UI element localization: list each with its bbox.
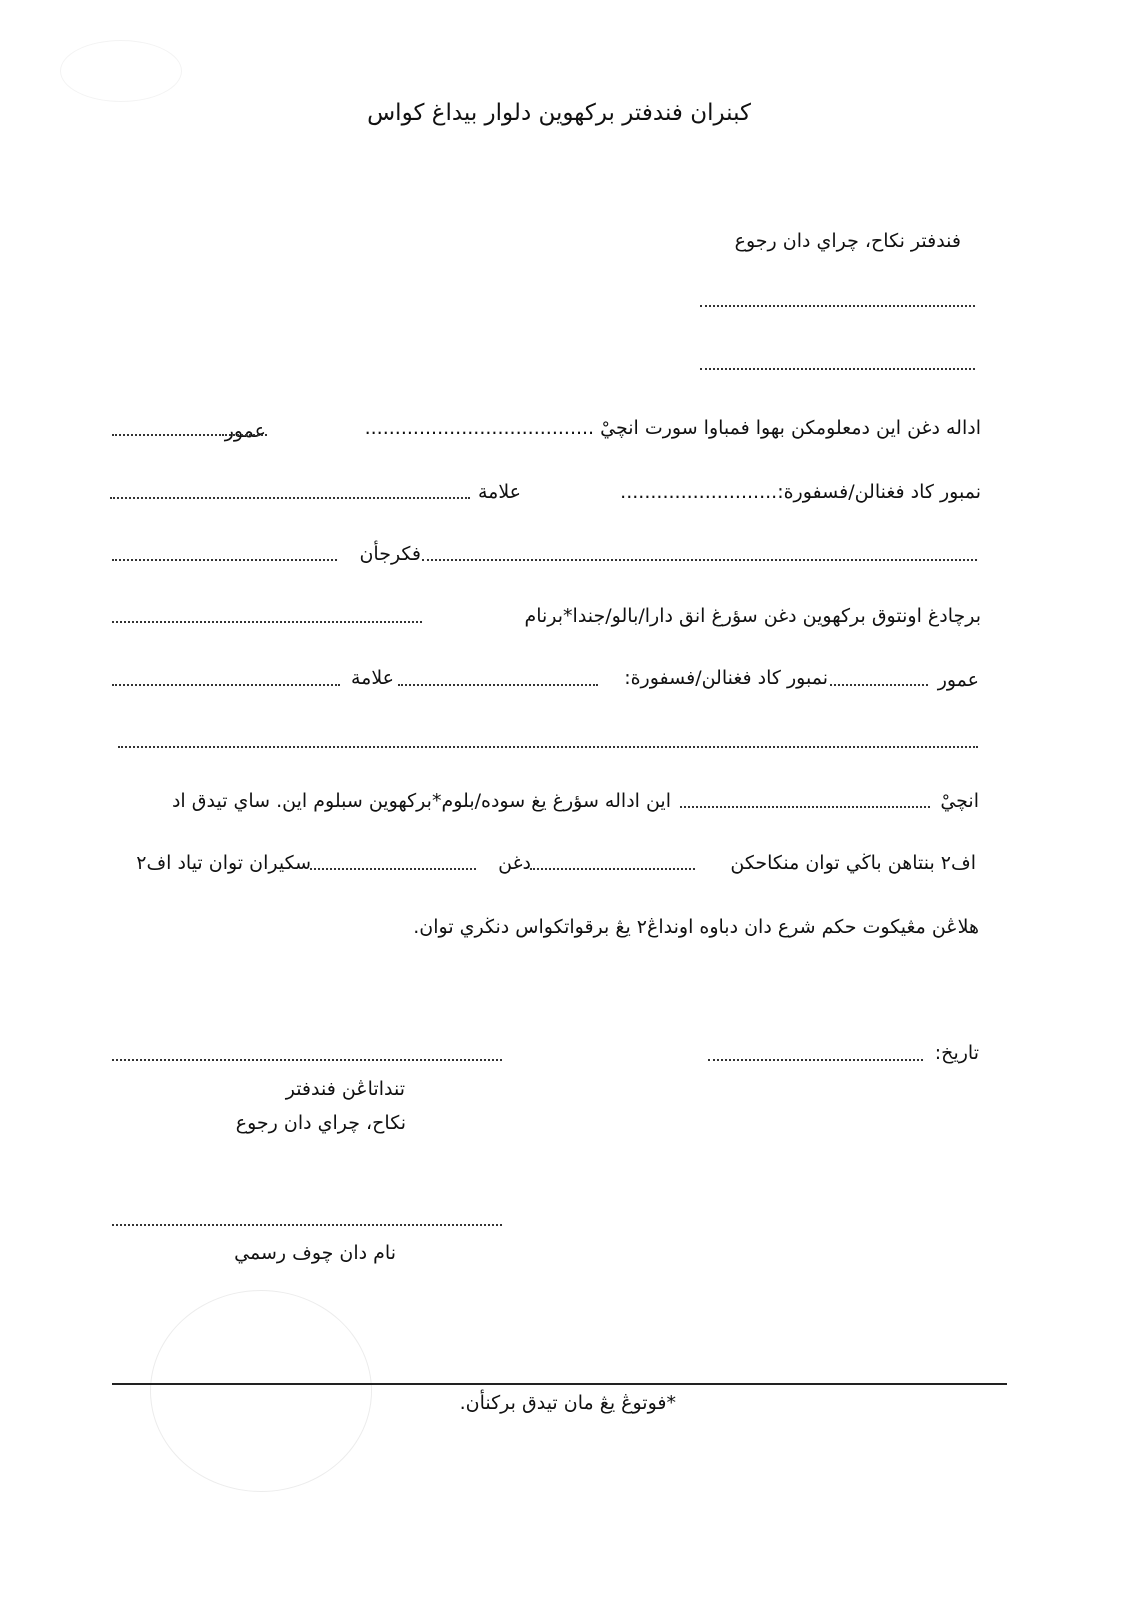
- line5-address-field[interactable]: [112, 684, 340, 686]
- form-title: كبنران فندفتر بركهوين دلوار بيداغ كواس: [367, 100, 751, 126]
- line1-age-label: عمور: [224, 420, 266, 442]
- line5-age-field[interactable]: [830, 684, 928, 686]
- line2-address-label: علامة: [477, 481, 521, 503]
- line1-text: اداله دغن اين دمعلومكن بهوا فمباوا سورت انچيْ ......................................: [364, 417, 981, 439]
- line5-id-label: نمبور كاد فغنالن/فسفورة:: [624, 667, 828, 689]
- line4-marriage-text: برچادغ اونتوق بركهوين دغن سؤرغ انق دارا/بالو/جندا*برنام: [524, 605, 981, 627]
- signature-label-1: تنداتاڠن فندفتر: [285, 1078, 405, 1100]
- line3-occupation-label: فكرجأن: [359, 543, 421, 565]
- stamp-line[interactable]: [112, 1224, 502, 1226]
- line3-field-right[interactable]: [422, 559, 977, 561]
- line8-text-1: اف٢ بنتاهن باڬي توان منكاحكن: [730, 852, 976, 874]
- line5-address-label: علامة: [350, 667, 394, 689]
- date-field[interactable]: [708, 1059, 923, 1061]
- line4-name-field[interactable]: [112, 621, 422, 623]
- faint-stamp-bottom: [150, 1290, 372, 1492]
- line5-age-label: عمور: [937, 669, 979, 691]
- line9-text: هلاڠن مڠيكوت حكم شرع دان دباوه اونداڠ٢ يڠ برقواتكواس دنڬري توان.: [413, 916, 979, 938]
- date-label: تاريخ:: [934, 1042, 979, 1064]
- signature-label-2: نكاح، چراي دان رجوع: [235, 1112, 406, 1134]
- line7-text: اين اداله سؤرغ يغ سوده/بلوم*بركهوين سبلوم اين. ساي تيدق اد: [171, 790, 671, 812]
- line1-extra-field[interactable]: [112, 434, 224, 436]
- line2-address-field[interactable]: [110, 497, 470, 499]
- registrar-address-label: فندفتر نكاح، چراي دان رجوع: [734, 230, 961, 252]
- footnote: *فوتوڠ يڠ مان تيدق بركنأن.: [459, 1392, 676, 1414]
- line7-name-field[interactable]: [680, 806, 930, 808]
- line8-field-2[interactable]: [310, 868, 476, 870]
- line8-text-2: دغن: [498, 852, 531, 874]
- line8-text-3: سكيران توان تياد اف٢: [136, 852, 311, 874]
- footnote-divider: [112, 1383, 1007, 1385]
- stamp-label: نام دان چوف رسمي: [234, 1242, 396, 1264]
- line7-prefix: انچيْ: [940, 790, 979, 812]
- line3-field-left[interactable]: [112, 559, 337, 561]
- signature-line[interactable]: [112, 1059, 502, 1061]
- line5-id-field[interactable]: [398, 684, 598, 686]
- line1-age-field[interactable]: [225, 434, 267, 436]
- address-line-1[interactable]: [700, 305, 975, 307]
- line2-id-text: نمبور كاد فغنالن/فسفورة:..........................: [620, 481, 981, 503]
- line6-field[interactable]: [118, 746, 978, 748]
- faint-stamp-top: [60, 40, 182, 102]
- address-line-2[interactable]: [700, 368, 975, 370]
- line8-field-1[interactable]: [530, 868, 695, 870]
